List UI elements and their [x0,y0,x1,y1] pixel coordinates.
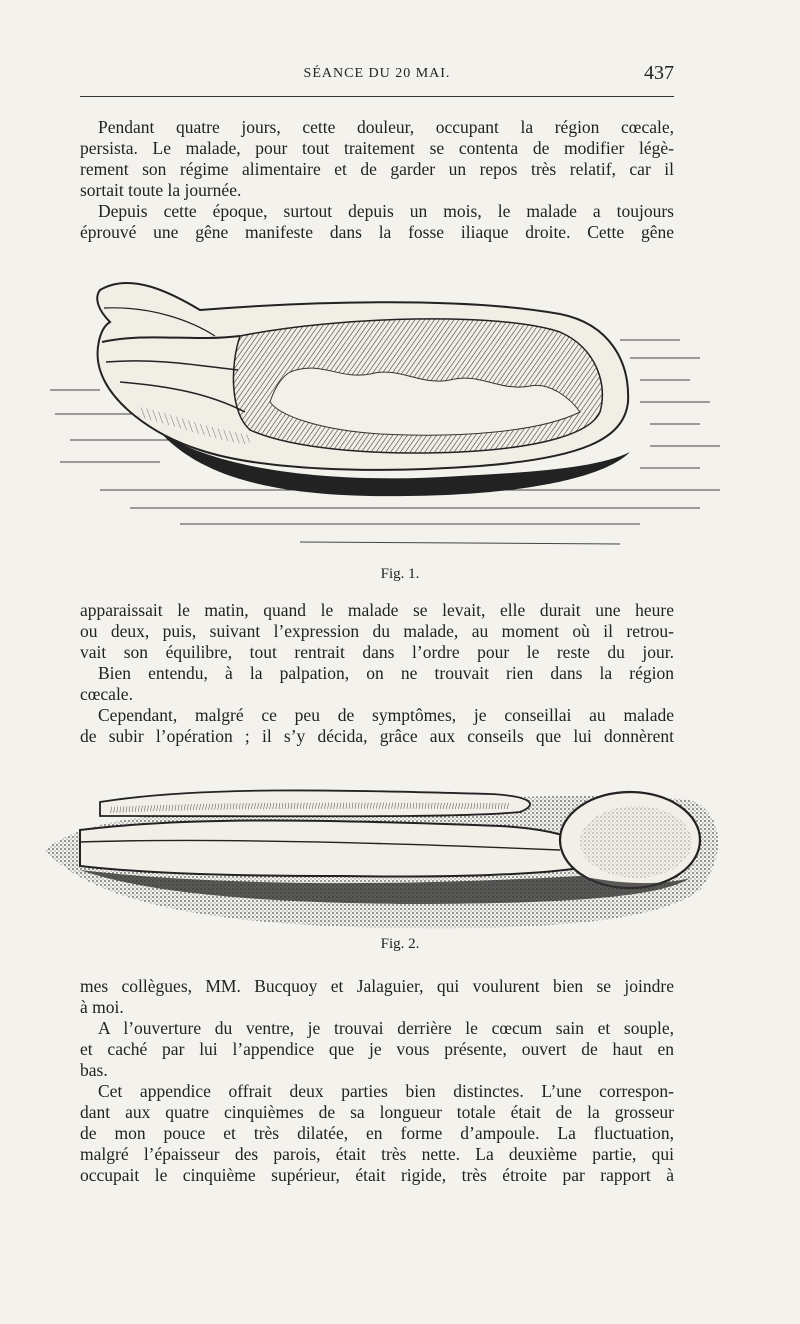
text-line: sortait toute la journée. [80,180,242,200]
text-line: dant aux quatre cinquièmes de sa longueur totale était de la grosseur [80,1102,674,1122]
text-line: éprouvé une gêne manifeste dans la fosse iliaque droite. Cette gêne [80,222,674,242]
text-line: Pendant quatre jours, cette douleur, occupant la région cœcale, [98,117,674,137]
text-line: cœcale. [80,684,133,704]
text-line: malgré l’épaisseur des parois, était très nette. La deuxième partie, qui [80,1144,674,1164]
figure-2-engraving [40,780,740,930]
text-line: ou deux, puis, suivant l’expression du malade, au moment où il retrou- [80,621,674,641]
text-line: Cependant, malgré ce peu de symptômes, je conseillai au malade [98,705,674,725]
text-block-1 [80,117,674,243]
text-line: Cet appendice offrait deux parties bien distinctes. L’une correspon- [98,1081,674,1101]
page-number: 437 [644,62,674,84]
figure-1-engraving [40,262,740,554]
text-line: mes collègues, MM. Bucquoy et Jalaguier, qui voulurent bien se joindre [80,976,674,996]
figure-2-caption: Fig. 2. [380,936,420,952]
text-line: Bien entendu, à la palpation, on ne trouvait rien dans la région [98,663,674,683]
text-block-3 [80,976,674,1186]
text-block-2 [80,600,674,747]
text-line: et caché par lui l’appendice que je vous présente, ouvert de haut en [80,1039,674,1059]
running-title: SÉANCE DU 20 MAI. [303,66,451,81]
text-line: rement son régime alimentaire et de garder un repos très relatif, car il [80,159,674,179]
text-line: apparaissait le matin, quand le malade se levait, elle durait une heure [80,600,674,620]
text-line: bas. [80,1060,108,1080]
figure-2-illustration [40,780,740,930]
header-rule [80,96,674,97]
text-line: à moi. [80,997,124,1017]
figure-1-caption: Fig. 1. [380,566,420,582]
text-line: persista. Le malade, pour tout traitement se contenta de modifier légè- [80,138,674,158]
text-line: vait son équilibre, tout rentrait dans l’ordre pour le reste du jour. [80,642,674,662]
text-line: de mon pouce et très dilatée, en forme d’ampoule. La fluctuation, [80,1123,674,1143]
page-header [80,64,674,90]
text-line: occupait le cinquième supérieur, était rigide, très étroite par rapport à [80,1165,674,1185]
text-line: Depuis cette époque, surtout depuis un mois, le malade a toujours [98,201,674,221]
text-line: de subir l’opération ; il s’y décida, grâce aux conseils que lui donnèrent [80,726,674,746]
text-line: A l’ouverture du ventre, je trouvai derrière le cœcum sain et souple, [98,1018,674,1038]
figure-1-illustration [40,262,740,554]
